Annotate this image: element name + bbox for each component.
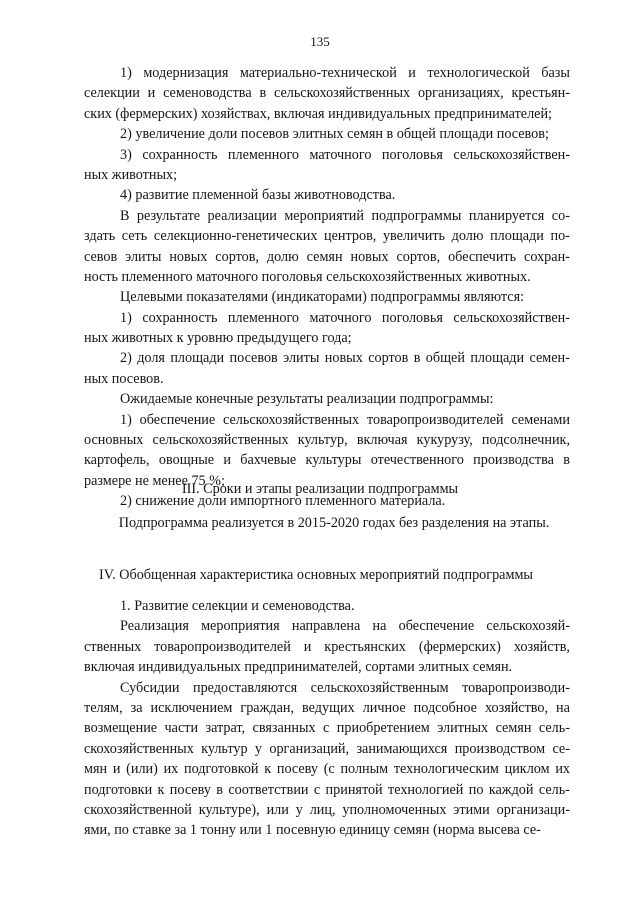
text-line: Целевыми показателями (индикаторами) подпрограммы являются: [120, 289, 525, 306]
text-line: ных посевов. [84, 370, 164, 387]
text-line: скохозяйственной культуре), или у лиц, уполномоченных этими организаци- [84, 801, 570, 818]
text-line: 1. Развитие селекции и семеноводства. [120, 598, 355, 614]
text-line: севов элиты новых сортов, долю семян новых сортов, обеспечить сохран- [84, 248, 570, 265]
text-line: здать сеть селекционно-генетических центров, увеличить долю площади по- [84, 228, 570, 245]
text-line: 4) развитие племенной базы животноводства. [120, 187, 396, 204]
text-line: возмещение части затрат, связанных с приобретением элитных семян сель- [84, 720, 570, 737]
text-line: 1) сохранность племенного маточного поголовья сельскохозяйствен- [120, 309, 570, 326]
text-line: Субсидии предоставляются сельскохозяйственным товаропроизводи- [120, 679, 570, 696]
text-line: мян и (или) их подготовкой к посеву (с полным технологическим циклом их [84, 761, 570, 778]
text-line: ность племенного маточного поголовья сельскохозяйственных животных. [84, 268, 531, 285]
text-line: основных сельскохозяйственных культур, включая кукурузу, подсолнечник, [84, 432, 570, 449]
text-line: включая индивидуальных предпринимателей, сортами элитных семян. [84, 659, 513, 676]
paragraph [84, 678, 570, 841]
text-line: подготовки к посеву в соответствии с принятой технологией по каждой сель- [84, 781, 570, 798]
text-line: 1) обеспечение сельскохозяйственных товаропроизводителей семенами [120, 411, 570, 428]
section-3-text: Подпрограмма реализуется в 2015-2020 годах без разделения на этапы. [118, 515, 550, 531]
text-line: В результате реализации мероприятий подпрограммы планируется со- [120, 207, 570, 224]
paragraph [84, 145, 570, 186]
paragraph [84, 308, 570, 349]
text-line: телям, за исключением граждан, ведущих личное подсобное хозяйство, на [84, 699, 570, 716]
text-line: ями, по ставке за 1 тонну или 1 посевную единицу семян (норма высева се- [84, 822, 541, 839]
section-3-heading: III. Сроки и этапы реализации подпрограммы [181, 481, 459, 497]
text-line: Реализация мероприятия направлена на обеспечение сельскохозяй- [120, 618, 570, 635]
text-line: 2) снижение доли импортного племенного материала. [120, 493, 446, 510]
text-line: размере не менее 75 %; [84, 472, 225, 489]
text-line: картофель, овощные и бахчевые культуры отечественного производства в [84, 452, 570, 469]
text-line: 2) увеличение доли посевов элитных семян в общей площади посевов; [120, 126, 549, 143]
text-line: селекции и семеноводства в сельскохозяйственных организациях, крестьян- [84, 85, 570, 102]
section-4-heading: IV. Обобщенная характеристика основных мероприятий подпрограммы [99, 567, 533, 583]
text-line: ных животных; [84, 166, 178, 183]
text-line: 1) модернизация материально-технической и технологической базы [120, 65, 570, 81]
paragraph [84, 348, 570, 389]
paragraph [84, 389, 570, 409]
paragraph [84, 410, 570, 492]
text-line: ских (фермерских) хозяйствах, включая индивидуальных предпринимателей; [84, 105, 552, 122]
paragraph [84, 287, 570, 307]
text-line: 3) сохранность племенного маточного поголовья сельскохозяйствен- [120, 146, 570, 163]
paragraph [84, 124, 570, 144]
paragraph [84, 206, 570, 288]
paragraph [84, 596, 570, 616]
paragraph [84, 63, 570, 124]
text-line: ственных товаропроизводителей и крестьянских (фермерских) хозяйств, [84, 638, 570, 655]
body-text-block [84, 63, 570, 512]
section-4-text-block [84, 596, 570, 841]
text-line: Ожидаемые конечные результаты реализации подпрограммы: [120, 391, 494, 408]
paragraph [84, 616, 570, 677]
text-line: скохозяйственных культур у организаций, занимающихся производством се- [84, 740, 570, 757]
text-line: 2) доля площади посевов элиты новых сортов в общей площади семен- [120, 350, 570, 367]
paragraph [84, 185, 570, 205]
page-number: 135 [310, 34, 330, 49]
text-line: ных животных к уровню предыдущего года; [84, 330, 352, 347]
